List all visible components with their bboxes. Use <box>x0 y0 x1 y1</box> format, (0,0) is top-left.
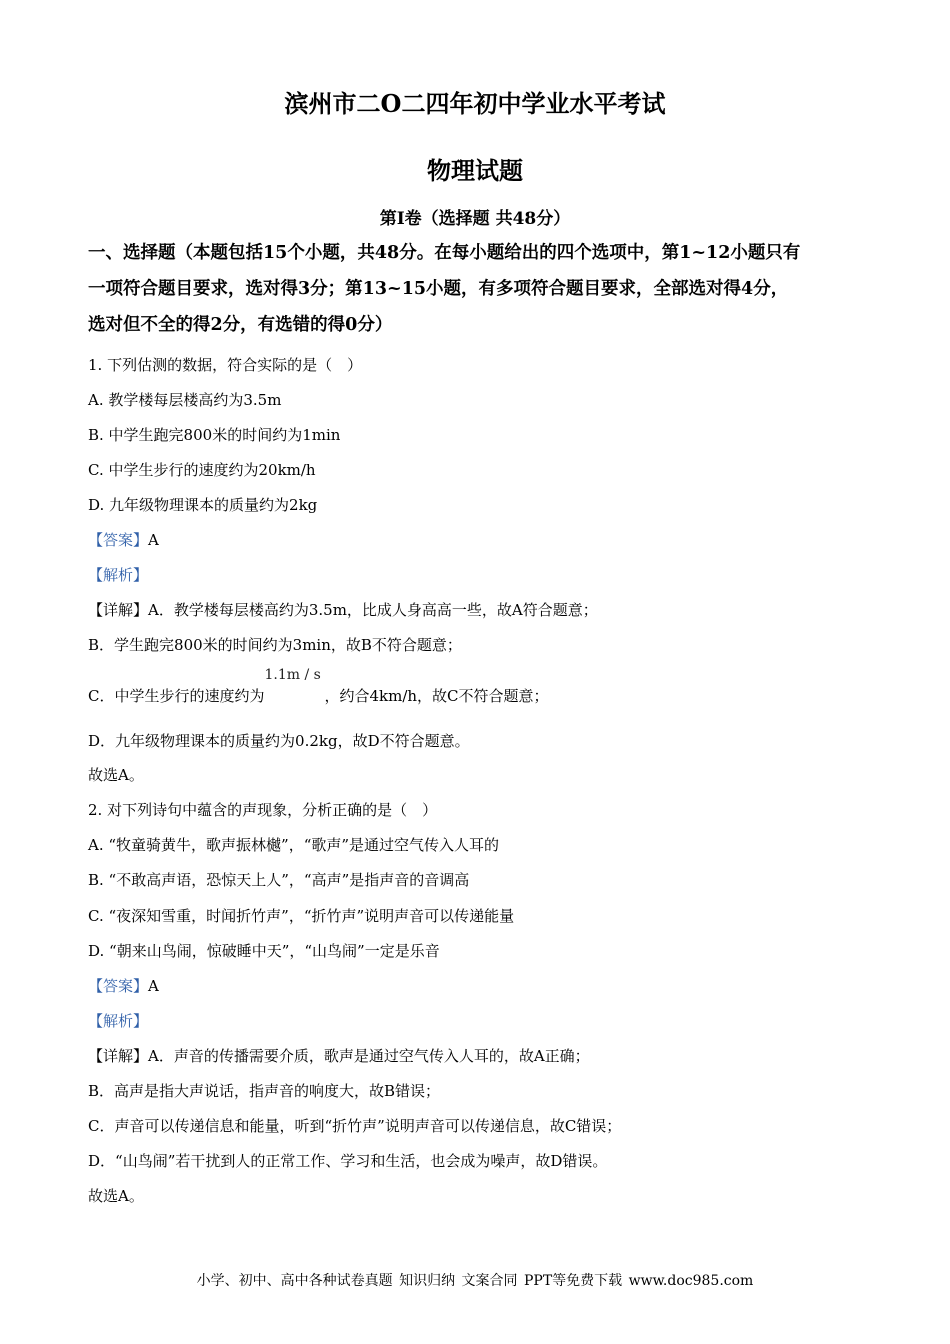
q1-detail-2: B．学生跑完800米的时间约为3min，故B不符合题意； <box>88 636 462 654</box>
q2-option-d: D. “朝来山鸟闹，惊破睡中天”，“山鸟闹”一定是乐音 <box>88 942 440 960</box>
q1-conclusion: 故选A。 <box>88 766 144 784</box>
q2-detail-3: C．声音可以传递信息和能量，听到“折竹声”说明声音可以传递信息，故C错误； <box>88 1117 622 1135</box>
volume-heading: 第Ⅰ卷（选择题 共48分） <box>379 209 571 229</box>
q1-detail-3 <box>88 667 868 706</box>
q1-detail-3-text-a: C．中学生步行的速度约为 <box>88 687 265 705</box>
q2-analysis-tag <box>88 1010 868 1031</box>
exam-title: 滨州市二O二四年初中学业水平考试 <box>284 89 666 118</box>
q1-option-d: D. 九年级物理课本的质量约为2kg <box>88 496 318 514</box>
answer-tag: 【答案】 <box>88 531 149 549</box>
section-heading-line-2: 一项符合题目要求，选对得3分；第13~15小题，有多项符合题目要求，全部选对得4分， <box>88 279 789 299</box>
answer-value: A <box>148 977 159 995</box>
q1-option-c: C. 中学生步行的速度约为20km/h <box>88 461 316 479</box>
q2-option-b: B. “不敢高声语，恐惊天上人”，“高声”是指声音的音调高 <box>88 871 470 889</box>
answer-value: A <box>148 531 159 549</box>
speed-formula <box>264 667 324 701</box>
q2-answer <box>88 975 868 996</box>
q1-stem: 1. 下列估测的数据，符合实际的是（ ） <box>88 356 363 374</box>
q2-option-a: A. “牧童骑黄牛，歌声振林樾”，“歌声”是通过空气传入人耳的 <box>88 836 500 854</box>
q1-detail-3-text-b: ，约合4km/h，故C不符合题意； <box>324 687 549 705</box>
q1-option-b: B. 中学生跑完800米的时间约为1min <box>88 426 341 444</box>
q2-detail-4: D．“山鸟闹”若干扰到人的正常工作、学习和生活，也会成为噪声，故D错误。 <box>88 1152 608 1170</box>
q2-detail-2: B．高声是指大声说话，指声音的响度大，故B错误； <box>88 1082 441 1100</box>
subject-title: 物理试题 <box>427 156 523 185</box>
section-heading-line-3: 选对但不全的得2分，有选错的得0分） <box>88 315 393 335</box>
analysis-tag: 【解析】 <box>88 1012 149 1030</box>
q1-analysis-tag <box>88 564 868 585</box>
analysis-tag: 【解析】 <box>88 566 149 584</box>
q2-stem: 2. 对下列诗句中蕴含的声现象，分析正确的是（ ） <box>88 801 438 819</box>
q2-detail-1: 【详解】A．声音的传播需要介质，歌声是通过空气传入人耳的，故A正确； <box>88 1047 590 1065</box>
answer-tag: 【答案】 <box>88 977 149 995</box>
q1-answer <box>88 529 868 550</box>
q2-option-c: C. “夜深知雪重，时闻折竹声”，“折竹声”说明声音可以传递能量 <box>88 907 515 925</box>
page-footer: 小学、初中、高中各种试卷真题 知识归纳 文案合同 PPT等免费下载 www.doc985.com <box>196 1273 754 1289</box>
speed-formula-text: 1.1m / s <box>264 667 321 683</box>
q1-detail-4: D．九年级物理课本的质量约为0.2kg，故D不符合题意。 <box>88 732 470 750</box>
section-heading-line-1: 一、选择题（本题包括15个小题，共48分。在每小题给出的四个选项中，第1~12小题只有 <box>88 243 801 263</box>
q2-conclusion: 故选A。 <box>88 1187 144 1205</box>
q1-option-a: A. 教学楼每层楼高约为3.5m <box>88 391 282 409</box>
q1-detail-1: 【详解】A．教学楼每层楼高约为3.5m，比成人身高高一些，故A符合题意； <box>88 601 598 619</box>
